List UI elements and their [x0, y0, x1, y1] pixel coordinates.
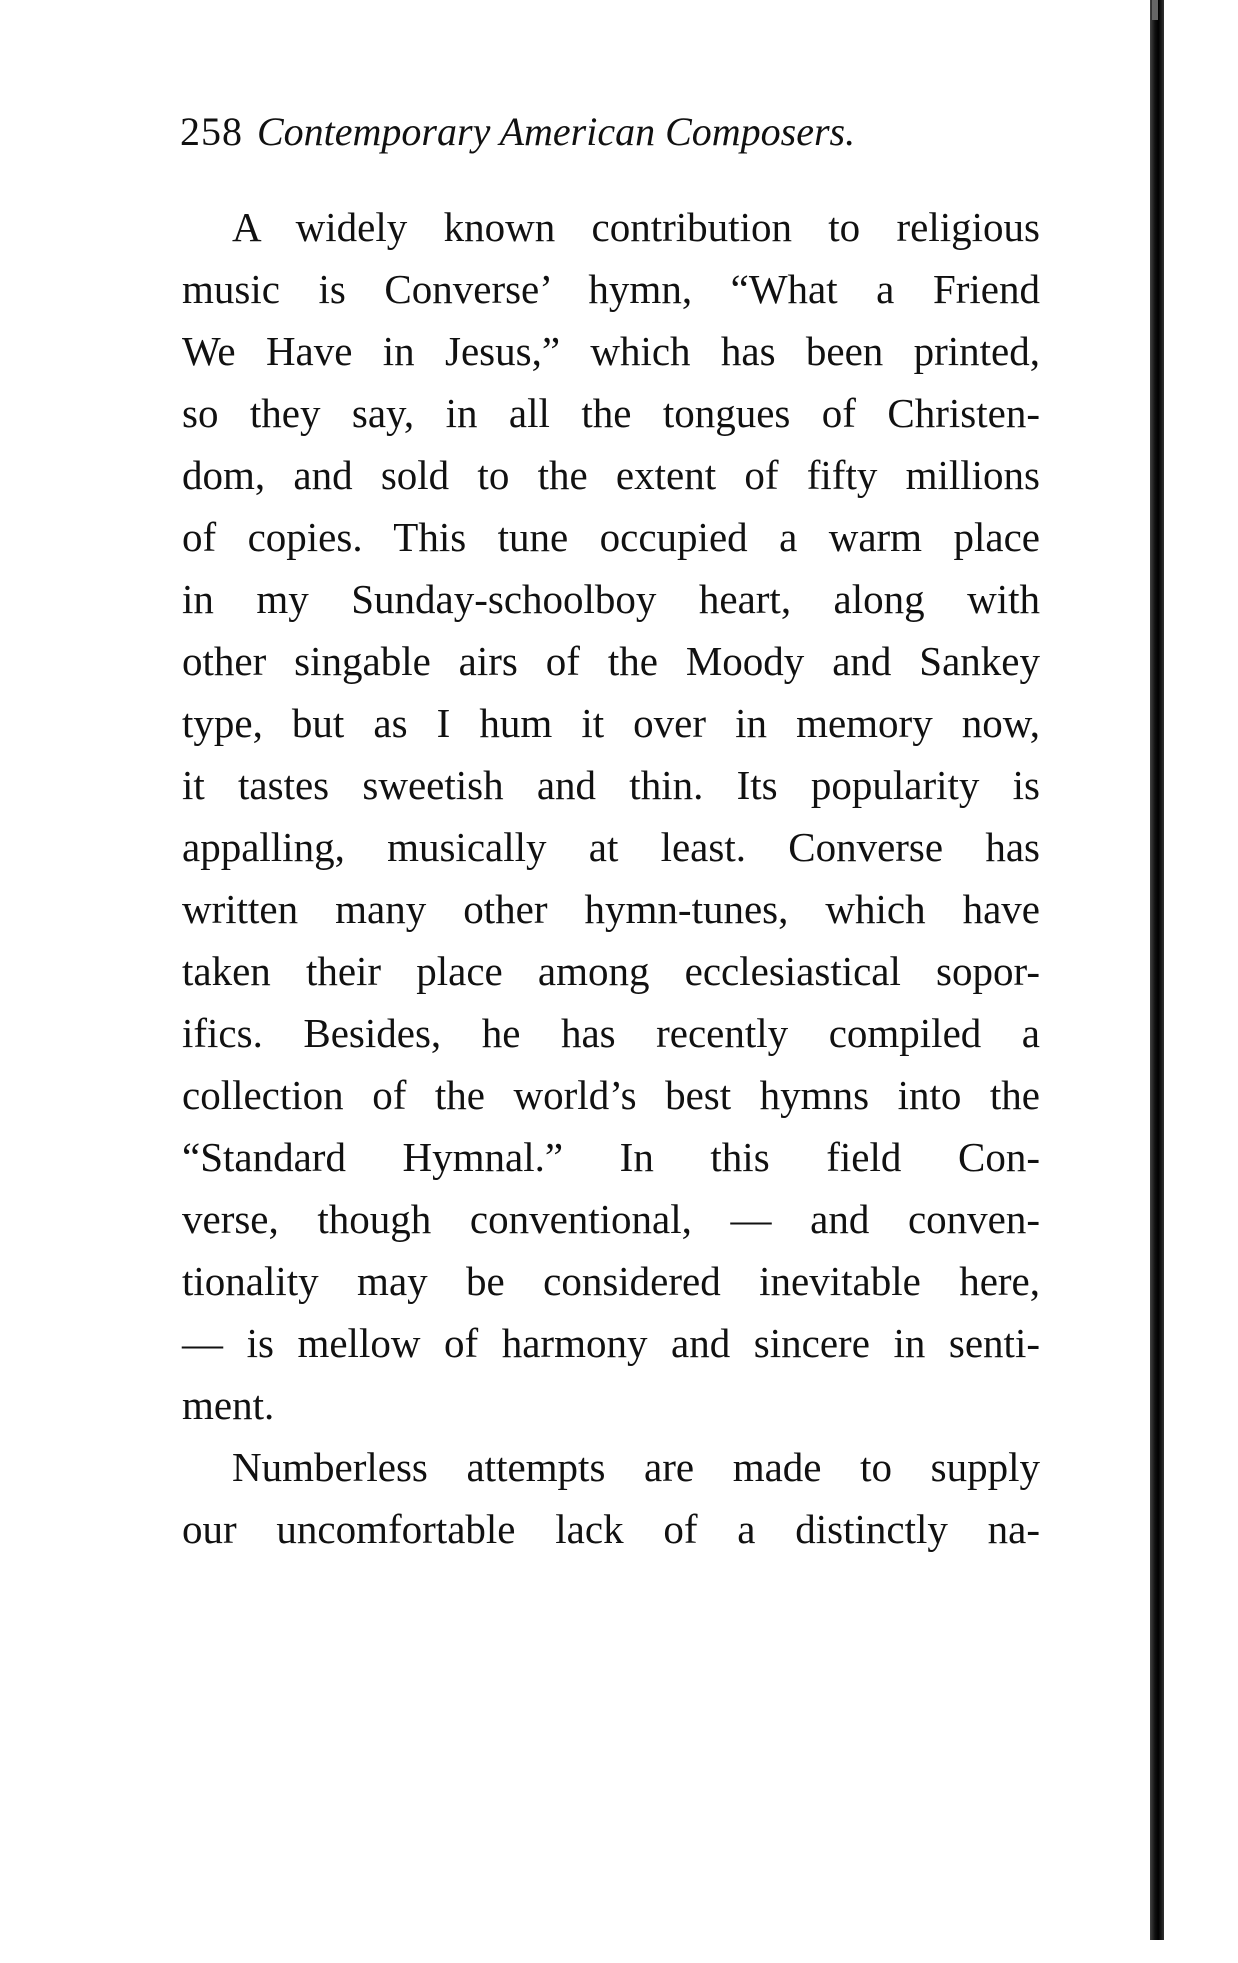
binding-edge [1150, 0, 1164, 1940]
text-line: it tastes sweetish and thin. Its popularity is [182, 762, 1040, 808]
binding-edge-top [1152, 0, 1158, 20]
text-line: other singable airs of the Moody and Sankey [182, 638, 1040, 684]
text-line: verse, though conventional, — and conven- [182, 1196, 1040, 1242]
text-line: type, but as I hum it over in memory now, [182, 700, 1040, 746]
text-line: — is mellow of harmony and sincere in senti- [182, 1320, 1040, 1366]
running-header [180, 108, 855, 156]
text-line: appalling, musically at least. Converse has [182, 824, 1040, 870]
page-number: 258 [180, 109, 243, 154]
text-line: A widely known contribution to religious [232, 204, 1040, 250]
text-line: so they say, in all the tongues of Christen- [182, 390, 1040, 436]
text-line: collection of the world’s best hymns into the [182, 1072, 1040, 1118]
text-line: dom, and sold to the extent of fifty millions [182, 452, 1040, 498]
text-line: written many other hymn-tunes, which have [182, 886, 1040, 932]
running-title: Contemporary American Composers. [257, 109, 856, 154]
text-line: We Have in Jesus,” which has been printed, [182, 328, 1040, 374]
text-line: tionality may be considered inevitable here, [182, 1258, 1040, 1304]
text-line: “Standard Hymnal.” In this field Con- [182, 1134, 1040, 1180]
text-line: of copies. This tune occupied a warm place [182, 514, 1040, 560]
text-line: our uncomfortable lack of a distinctly na- [182, 1506, 1040, 1552]
text-line: taken their place among ecclesiastical sopor- [182, 948, 1040, 994]
text-line: music is Converse’ hymn, “What a Friend [182, 266, 1040, 312]
text-line: Numberless attempts are made to supply [232, 1444, 1040, 1490]
text-line: in my Sunday-schoolboy heart, along with [182, 576, 1040, 622]
text-line: ment. [182, 1382, 275, 1428]
text-line: ifics. Besides, he has recently compiled a [182, 1010, 1040, 1056]
body-text [182, 196, 1040, 1560]
